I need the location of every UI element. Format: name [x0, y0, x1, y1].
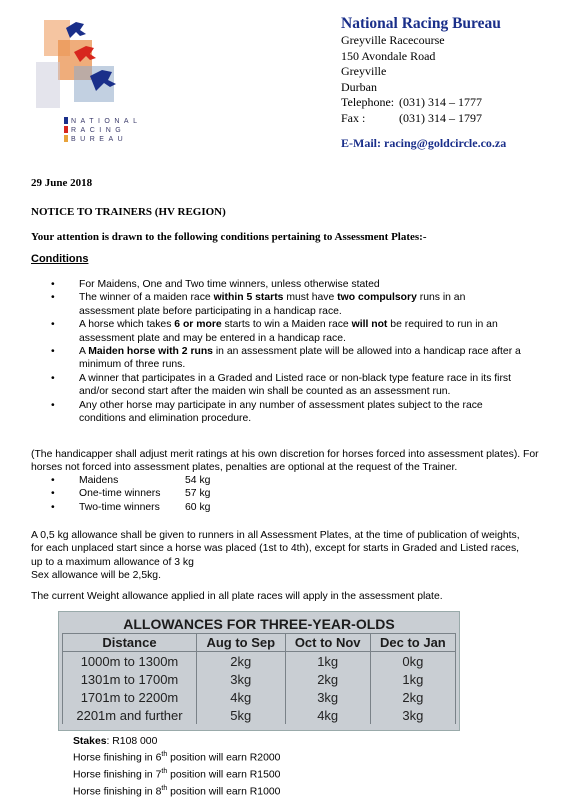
allowances-table [58, 611, 460, 731]
fax-number: (031) 314 – 1797 [399, 110, 482, 125]
condition-item: • A horse which takes 6 or more starts to win a Maiden race will not be required to run in an assessment plate and may be entered in a handicap race. [67, 318, 521, 345]
allowance-paragraph: A 0,5 kg allowance shall be given to runners in all Assessment Plates, at the time of publication of weights, for each unplaced start since a horse was placed (1st to 4th), except for starts in Graded and Listed races, up to a maximum allowance of 3 kg [31, 530, 520, 568]
table-header: Oct to Nov [285, 634, 370, 652]
penalty-item: • One-time winners 57 kg [67, 487, 331, 500]
sex-allowance: Sex allowance will be 2,5kg. [31, 570, 161, 581]
condition-item: • A winner that participates in a Graded and Listed race or non-black type feature race in its first and/or second start after the maiden win shall be counted as an assessment run. [67, 372, 521, 399]
table-header: Distance [63, 634, 197, 652]
table-header: Dec to Jan [370, 634, 455, 652]
stakes-line: Horse finishing in 6th position will earn R2000 [73, 751, 281, 764]
stakes-label: Stakes [73, 736, 107, 747]
notice-title: NOTICE TO TRAINERS (HV REGION) [31, 206, 226, 218]
penalty-item: • Maidens 54 kg [67, 474, 331, 487]
condition-item: • For Maidens, One and Two time winners, unless otherwise stated [67, 278, 521, 291]
address-line: 150 Avondale Road [341, 48, 436, 63]
stakes-line: Horse finishing in 8th position will earn R1000 [73, 785, 281, 798]
table-header: Aug to Sep [196, 634, 285, 652]
telephone-number: (031) 314 – 1777 [399, 95, 482, 109]
table-title: ALLOWANCES FOR THREE-YEAR-OLDS [123, 616, 395, 632]
stakes-line: Horse finishing in 7th position will earn R1500 [73, 768, 281, 781]
address-line: Durban [341, 79, 377, 94]
email-link[interactable]: E-Mail: racing@goldcircle.co.za [341, 136, 507, 150]
condition-item: • Any other horse may participate in any number of assessment plates subject to the race conditions and elimination procedure. [67, 399, 521, 426]
table-row: 1701m to 2200m 4kg 3kg 2kg [63, 688, 456, 706]
table-row: 1301m to 1700m 3kg 2kg 1kg [63, 670, 456, 688]
condition-item: • The winner of a maiden race within 5 starts must have two compulsory runs in an assessment plate before participating in a handicap race. [67, 291, 521, 318]
fax-label: Fax : [341, 110, 366, 125]
org-name: National Racing Bureau [341, 15, 501, 32]
penalty-item: • Two-time winners 60 kg [67, 501, 331, 514]
conditions-list [31, 278, 521, 425]
conditions-heading: Conditions [31, 253, 89, 265]
telephone-label: Telephone: [341, 95, 395, 109]
weight-allowance: The current Weight allowance applied in all plate races will apply in the assessment plate. [31, 591, 443, 602]
address-line: Greyville Racecourse [341, 33, 445, 47]
stakes-value: : R108 000 [106, 736, 158, 747]
table-row: 1000m to 1300m 2kg 1kg 0kg [63, 652, 456, 671]
letterhead [341, 14, 561, 152]
notice-date: 29 June 2018 [31, 177, 93, 189]
horse-racing-logo-icon [30, 14, 150, 114]
address-line: Greyville [341, 64, 387, 78]
logo-line-1: NATIONAL [71, 118, 142, 125]
logo-line-3: BUREAU [71, 136, 128, 143]
condition-item: • A Maiden horse with 2 runs in an assessment plate will be allowed into a handicap race after a minimum of three runs. [67, 345, 521, 372]
intro-text: Your attention is drawn to the following conditions pertaining to Assessment Plates:- [31, 231, 427, 243]
stakes-section [73, 735, 453, 799]
penalties-list [31, 474, 331, 514]
nrb-logo [30, 14, 150, 143]
logo-line-2: RACING [71, 127, 126, 134]
table-row: 2201m and further 5kg 4kg 3kg [63, 706, 456, 724]
handicapper-note: (The handicapper shall adjust merit ratings at his own discretion for horses forced into assessment plates). For horses not forced into assessment plates, penalties are optional at the request of the Trainer. [31, 449, 539, 474]
